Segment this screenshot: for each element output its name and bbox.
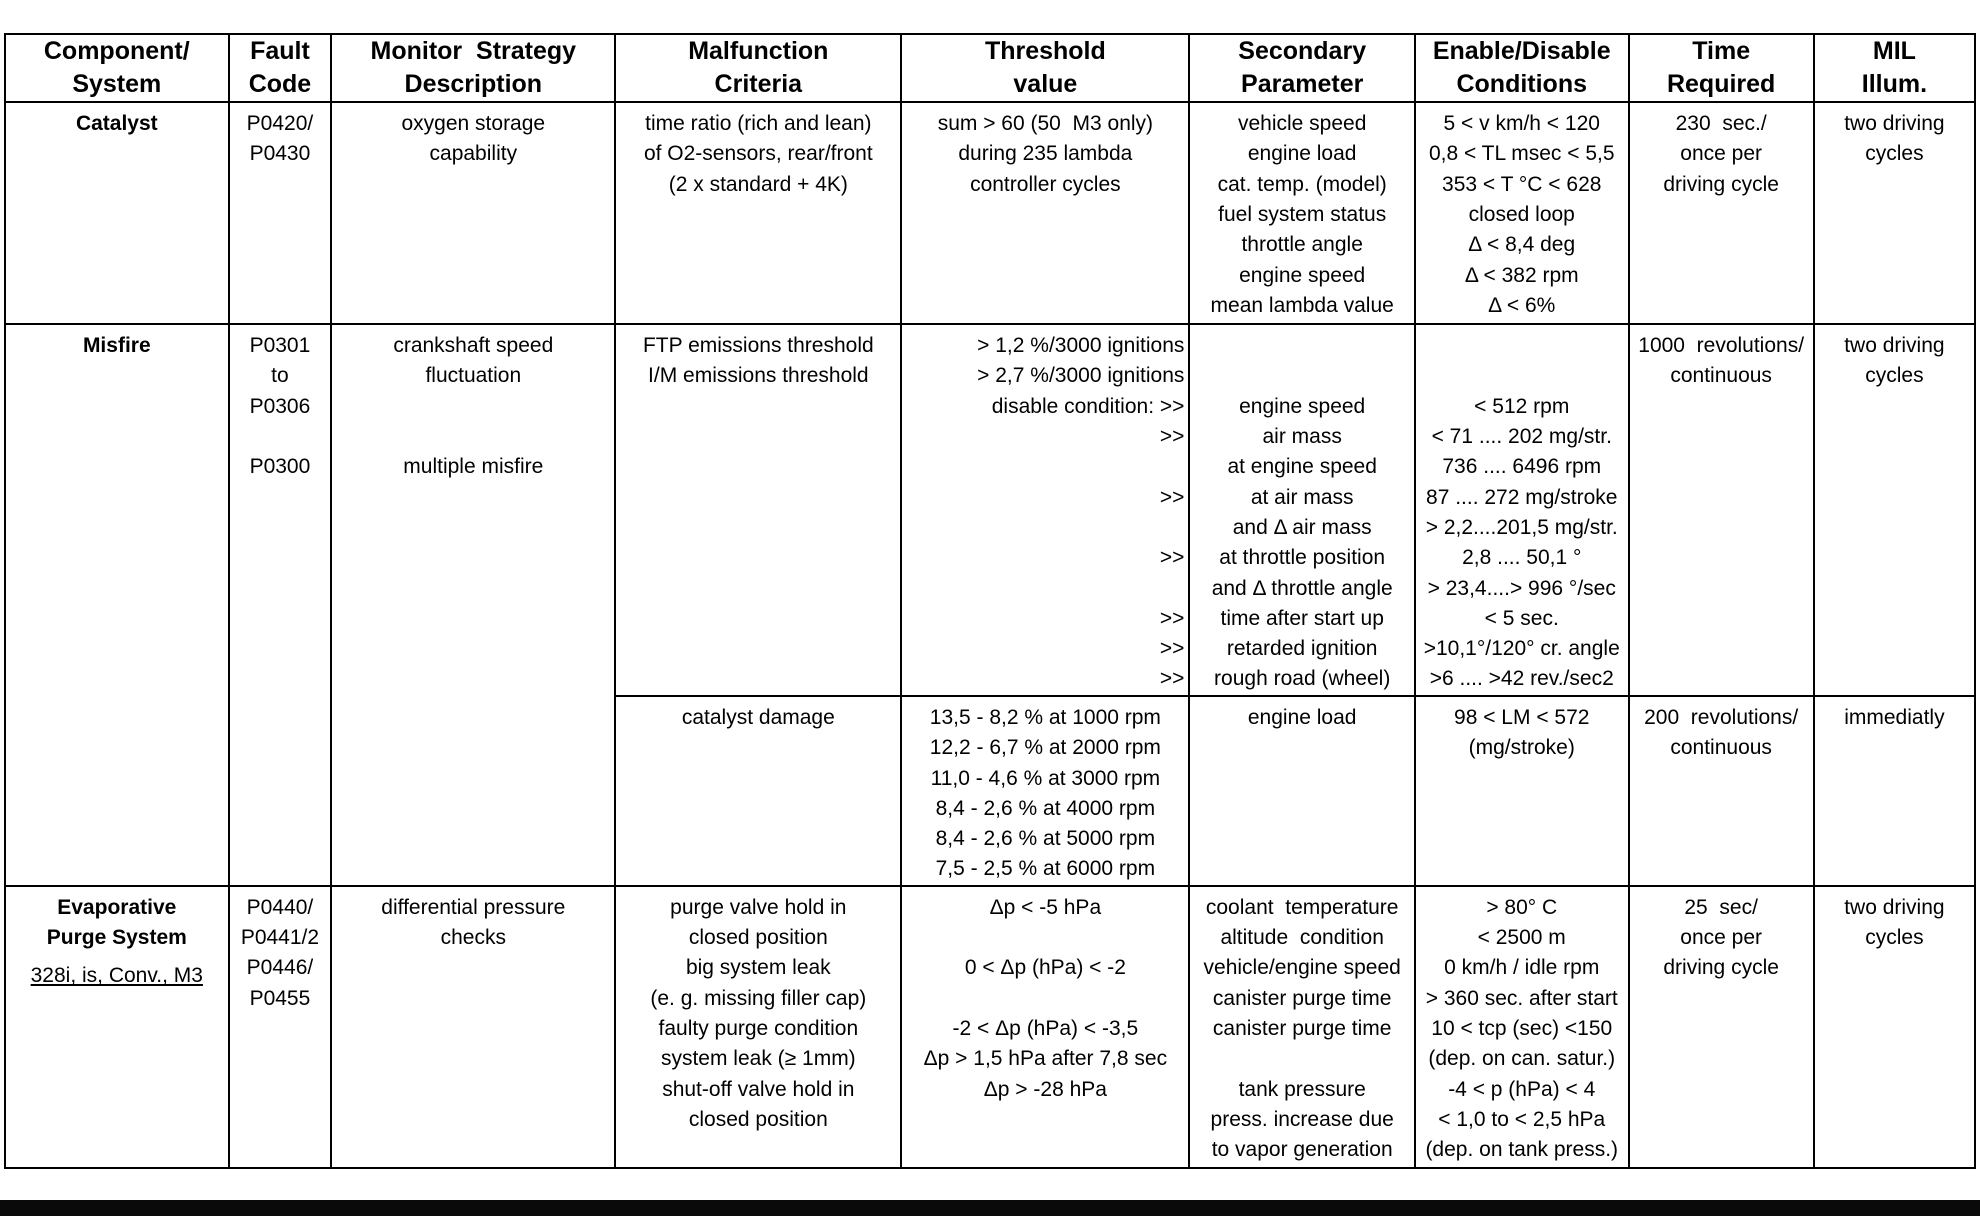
header-time: Time Required xyxy=(1629,34,1814,102)
catalyst-damage-threshold xyxy=(901,696,1189,886)
evap-mil xyxy=(1814,886,1975,1168)
misfire-secondary xyxy=(1189,324,1415,696)
evap-conditions-text: > 80° C < 2500 m 0 km/h / idle rpm > 360 sec. after start 10 < tcp (sec) <150 (dep. on can. satur.) -4 < p (hPa) < 4 < 1,0 to < 2,5 hPa (dep. on tank press.) xyxy=(1425,895,1619,1162)
table-row-catalyst xyxy=(5,102,1975,324)
header-row xyxy=(5,34,1975,102)
catalyst-strategy xyxy=(331,102,615,324)
misfire-mil xyxy=(1814,324,1975,696)
catalyst-damage-time-text: 200 revolutions/ continuous xyxy=(1644,705,1799,760)
header-secondary: Secondary Parameter xyxy=(1189,34,1415,102)
catalyst-strategy-text: oxygen storage capability xyxy=(401,112,546,166)
misfire-conditions xyxy=(1415,324,1629,696)
header-threshold: Threshold value xyxy=(901,34,1189,102)
catalyst-damage-criteria xyxy=(615,696,901,886)
table-row-misfire xyxy=(5,324,1975,696)
evap-time-text: 25 sec/ once per driving cycle xyxy=(1663,895,1779,980)
catalyst-criteria-text: time ratio (rich and lean) of O2-sensors, rear/front (2 x standard + 4K) xyxy=(643,112,873,196)
misfire-criteria xyxy=(615,324,901,696)
catalyst-damage-time xyxy=(1629,696,1814,886)
evap-component xyxy=(5,886,229,1168)
misfire-threshold-text: > 1,2 %/3000 ignitions > 2,7 %/3000 ignitions disable condition: >> >> >> >> >> >> >> xyxy=(977,334,1185,691)
catalyst-damage-criteria-text: catalyst damage xyxy=(681,705,835,729)
evap-strategy xyxy=(331,886,615,1168)
misfire-conditions-text: < 512 rpm < 71 .... 202 mg/str. 736 .... 6496 rpm 87 .... 272 mg/stroke > 2,2....201,5 mg/str. 2,8 .... 50,1 ° > 23,4....> 996 °/sec < 5 sec. >10,1°/120° cr. angle >6 .... >42 rev./sec2 xyxy=(1423,394,1620,691)
table-row-evap xyxy=(5,886,1975,1168)
catalyst-fault-code-text: P0420/ P0430 xyxy=(246,112,314,166)
catalyst-damage-mil xyxy=(1814,696,1975,886)
misfire-component xyxy=(5,324,229,886)
catalyst-conditions-text: 5 < v km/h < 120 0,8 < TL msec < 5,5 353 < T °C < 628 closed loop Δ < 8,4 deg Δ < 382 rpm Δ < 6% xyxy=(1428,112,1615,317)
catalyst-mil-text: two driving cycles xyxy=(1844,112,1945,166)
catalyst-criteria xyxy=(615,102,901,324)
misfire-component-text: Misfire xyxy=(82,334,151,358)
evap-fault-code xyxy=(229,886,332,1168)
catalyst-conditions xyxy=(1415,102,1629,324)
evap-fault-code-text: P0440/ P0441/2 P0446/ P0455 xyxy=(240,895,320,1010)
misfire-time xyxy=(1629,324,1814,696)
catalyst-threshold-text: sum > 60 (50 M3 only) during 235 lambda controller cycles xyxy=(937,112,1154,196)
header-strategy: Monitor Strategy Description xyxy=(331,34,615,102)
evap-threshold-text: Δp < -5 hPa 0 < Δp (hPa) < -2 -2 < Δp (hPa) < -3,5 Δp > 1,5 hPa after 7,8 sec Δp > -28 hPa xyxy=(923,895,1168,1101)
catalyst-damage-threshold-text: 13,5 - 8,2 % at 1000 rpm 12,2 - 6,7 % at 2000 rpm 11,0 - 4,6 % at 3000 rpm 8,4 - 2,6 % at 4000 rpm 8,4 - 2,6 % at 5000 rpm 7,5 - 2,5 % at 6000 rpm xyxy=(929,705,1161,881)
catalyst-damage-mil-text: immediatly xyxy=(1844,705,1945,729)
header-mil: MIL Illum. xyxy=(1814,34,1975,102)
catalyst-damage-secondary-text: engine load xyxy=(1247,705,1357,729)
header-component: Component/ System xyxy=(5,34,229,102)
evap-secondary-text: coolant temperature altitude condition vehicle/engine speed canister purge time canister purge time tank pressure press. increase due to vapor generation xyxy=(1203,895,1401,1162)
catalyst-mil xyxy=(1814,102,1975,324)
catalyst-component-text: Catalyst xyxy=(75,112,158,136)
evap-time xyxy=(1629,886,1814,1168)
evap-secondary xyxy=(1189,886,1415,1168)
header-fault-code: Fault Code xyxy=(229,34,332,102)
catalyst-secondary-text: vehicle speed engine load cat. temp. (model) fuel system status throttle angle engine speed mean lambda value xyxy=(1210,112,1394,317)
catalyst-damage-secondary xyxy=(1189,696,1415,886)
catalyst-component xyxy=(5,102,229,324)
catalyst-time xyxy=(1629,102,1814,324)
obd-monitor-table xyxy=(4,33,1976,1169)
misfire-strategy-text: crankshaft speed fluctuation multiple misfire xyxy=(393,334,554,479)
catalyst-damage-conditions xyxy=(1415,696,1629,886)
evap-strategy-text: differential pressure checks xyxy=(381,895,566,950)
misfire-mil-text: two driving cycles xyxy=(1844,334,1945,388)
misfire-threshold xyxy=(901,324,1189,696)
scan-bottom-edge xyxy=(0,1200,1980,1216)
catalyst-time-text: 230 sec./ once per driving cycle xyxy=(1663,112,1779,196)
evap-criteria xyxy=(615,886,901,1168)
evap-component-text: Evaporative Purge System xyxy=(46,895,187,950)
catalyst-damage-conditions-text: 98 < LM < 572 (mg/stroke) xyxy=(1454,705,1590,760)
misfire-fault-code-text: P0301 to P0306 P0300 xyxy=(249,334,311,479)
misfire-strategy xyxy=(331,324,615,886)
catalyst-threshold xyxy=(901,102,1189,324)
header-criteria: Malfunction Criteria xyxy=(615,34,901,102)
evap-component-note: 328i, is, Conv., M3 xyxy=(30,964,203,988)
evap-criteria-text: purge valve hold in closed position big system leak (e. g. missing filler cap) faulty purge condition system leak (≥ 1mm) shut-off valve hold in closed position xyxy=(650,895,867,1131)
misfire-fault-code xyxy=(229,324,332,886)
catalyst-fault-code xyxy=(229,102,332,324)
header-conditions: Enable/Disable Conditions xyxy=(1415,34,1629,102)
misfire-time-text: 1000 revolutions/ continuous xyxy=(1638,334,1805,388)
evap-threshold xyxy=(901,886,1189,1168)
evap-mil-text: two driving cycles xyxy=(1844,895,1945,950)
misfire-criteria-text: FTP emissions threshold I/M emissions threshold xyxy=(642,334,874,388)
catalyst-secondary xyxy=(1189,102,1415,324)
evap-conditions xyxy=(1415,886,1629,1168)
misfire-secondary-text: engine speed air mass at engine speed at air mass and Δ air mass at throttle position and Δ throttle angle time after start up retarded ignition rough road (wheel) xyxy=(1211,394,1393,691)
